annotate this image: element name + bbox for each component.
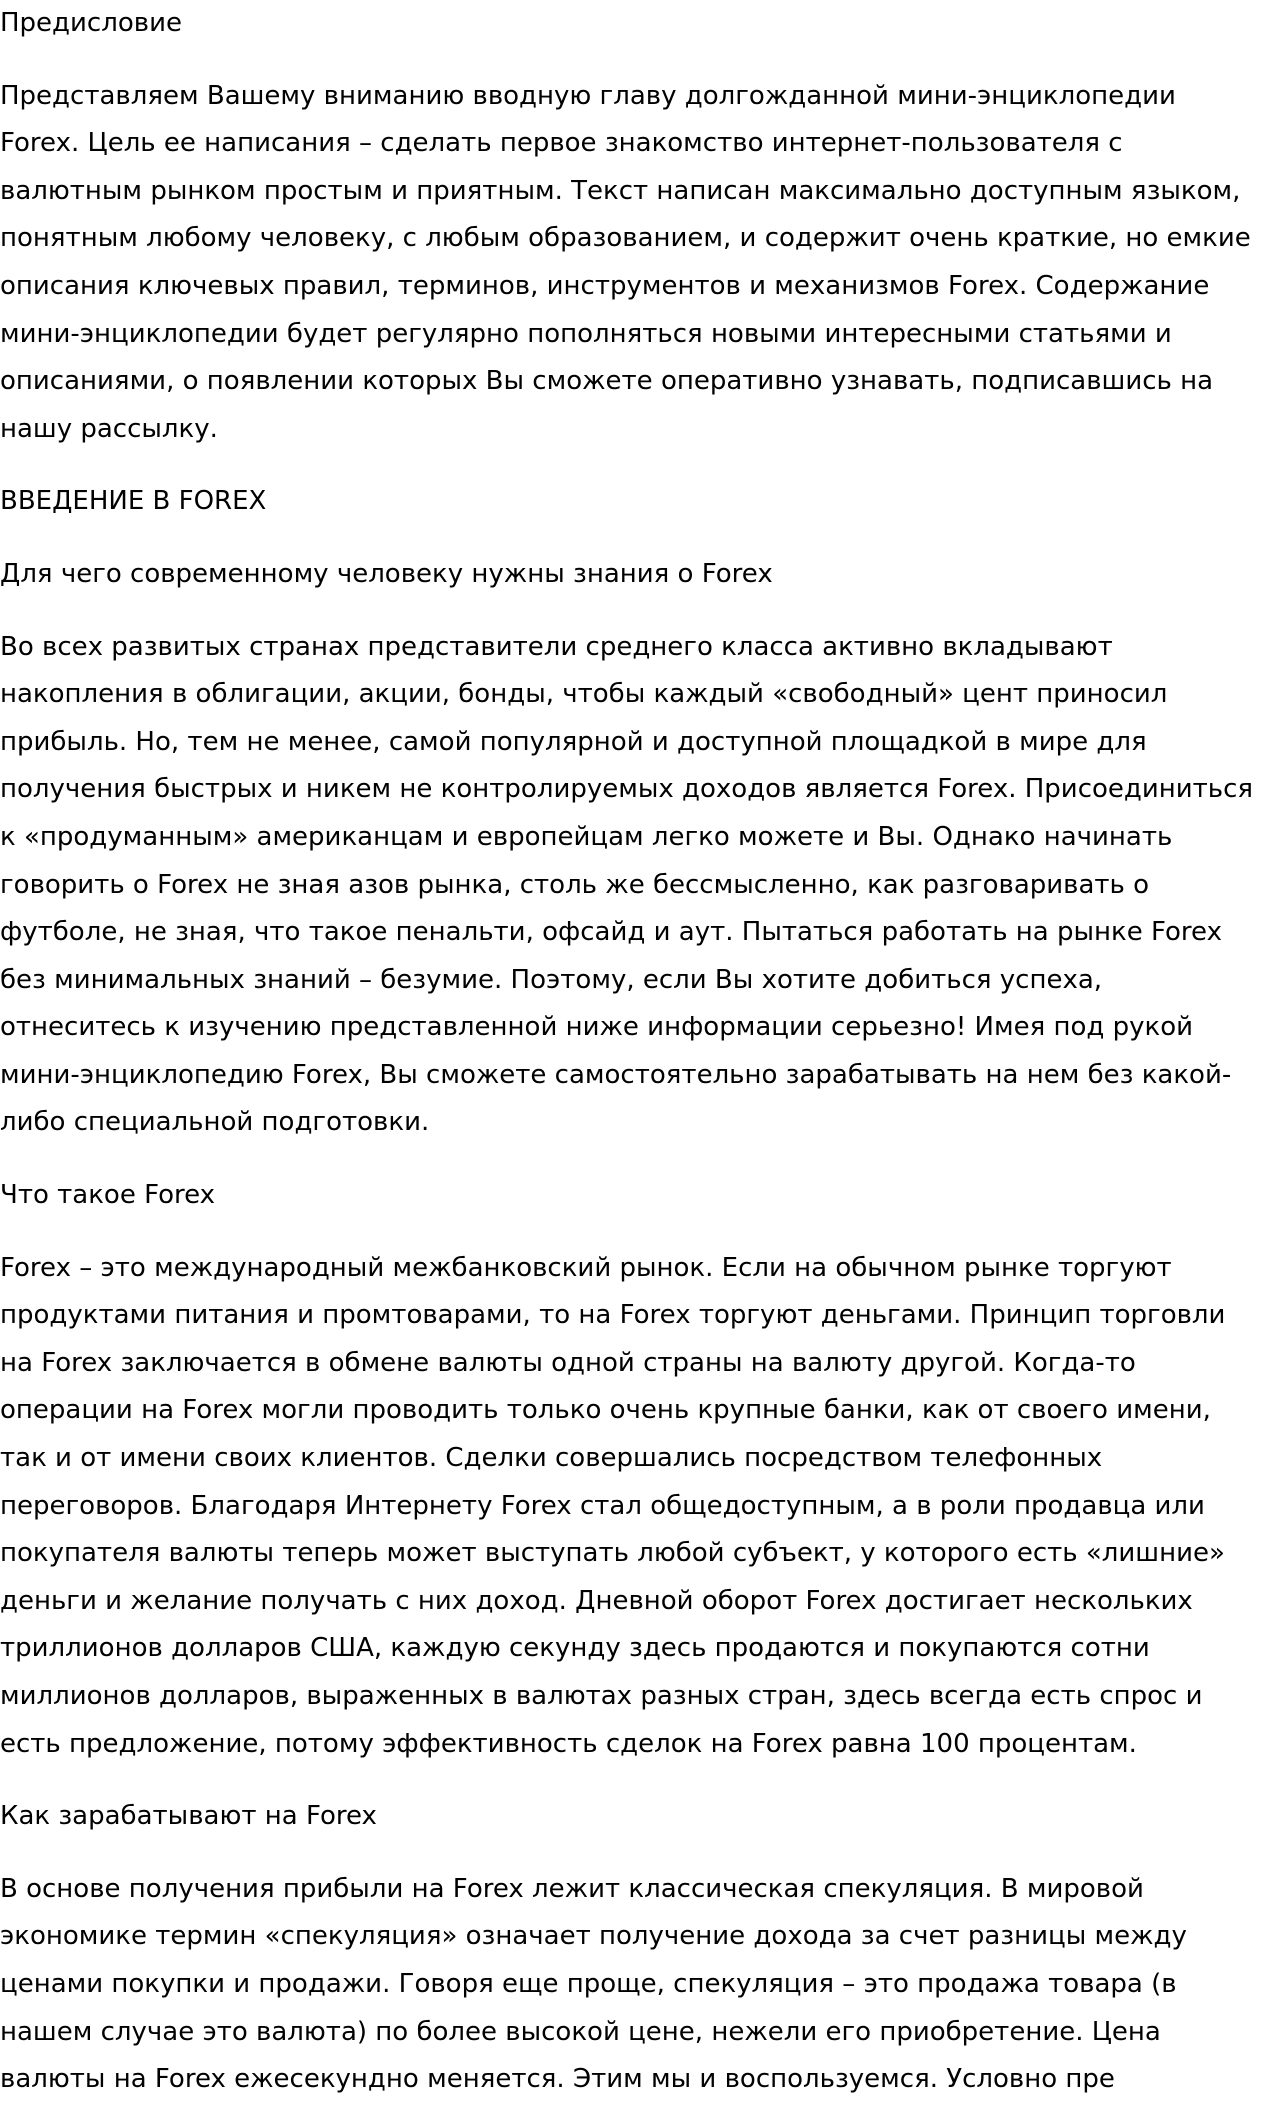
earn-paragraph: В основе получения прибыли на Forex лежит классическая спекуляция. В мировой экономике термин «спекуляция» означает получение дохода за счет разницы между ценами покупки и продажи. Говоря еще проще, спекуляция – это продажа товара (в нашем случае это валюта) по более высокой цене, нежели его приобретение. Цена валюты на Forex ежесекундно меняется. Этим мы и воспользуемся. Условно пре xyxy=(0,1873,1187,2095)
why-paragraph: Во всех развитых странах представители среднего класса активно вкладывают накопления в облигации, акции, бонды, чтобы каждый «свободный» цент приносил прибыль. Но, тем не менее, самой популярной и доступной площадкой в мире для получения быстрых и никем не контролируемых доходов является Forex. Присоединиться к «продуманным» американцам и европейцам легко можете и Вы. Однако начинать говорить о Forex не зная азов рынка, столь же бессмысленно, как разговаривать о футболе, не зная, что такое пенальти, офсайд и аут. Пытаться работать на рынке Forex без минимальных знаний – безумие. Поэтому, если Вы хотите добиться успеха, отнеситесь к изучению представленной ниже информации серьезно! Имея под рукой мини-энциклопедию Forex, Вы сможете самостоятельно зарабатывать на нем без какой-либо специальной подготовки. xyxy=(0,631,1254,1138)
preface-heading: Предисловие xyxy=(0,8,182,38)
what-heading: Что такое Forex xyxy=(0,1180,216,1211)
intro-heading: ВВЕДЕНИЕ В FOREX xyxy=(0,486,267,517)
preface-paragraph: Представляем Вашему вниманию вводную главу долгожданной мини-энциклопедии Forex. Цель ее написания – сделать первое знакомство интернет-пользователя с валютным рынком простым и приятным. Текст написан максимально доступным языком, понятным любому человеку, с любым образованием, и содержит очень краткие, но емкие описания ключевых правил, терминов, инструментов и механизмов Forex. Содержание мини-энциклопедии будет регулярно пополняться новыми интересными статьями и описаниями, о появлении которых Вы сможете оперативно узнавать, подписавшись на нашу рассылку. xyxy=(0,80,1251,444)
what-paragraph: Forex – это международный межбанковский рынок. Если на обычном рынке торгуют продуктами питания и промтоварами, то на Forex торгуют деньгами. Принцип торговли на Forex заключается в обмене валюты одной страны на валюту другой. Когда-то операции на Forex могли проводить только очень крупные банки, как от своего имени, так и от имени своих клиентов. Сделки совершались посредством телефонных переговоров. Благодаря Интернету Forex стал общедоступным, а в роли продавца или покупателя валюты теперь может выступать любой субъект, у которого есть «лишние» деньги и желание получать с них доход. Дневной оборот Forex достигает нескольких триллионов долларов США, каждую секунду здесь продаются и покупаются сотни миллионов долларов, выраженных в валютах разных стран, здесь всегда есть спрос и есть предложение, потому эффективность сделок на Forex равна 100 процентам. xyxy=(0,1252,1226,1759)
why-heading: Для чего современному человеку нужны знания о Forex xyxy=(0,558,773,589)
earn-heading: Как зарабатывают на Forex xyxy=(0,1801,377,1832)
